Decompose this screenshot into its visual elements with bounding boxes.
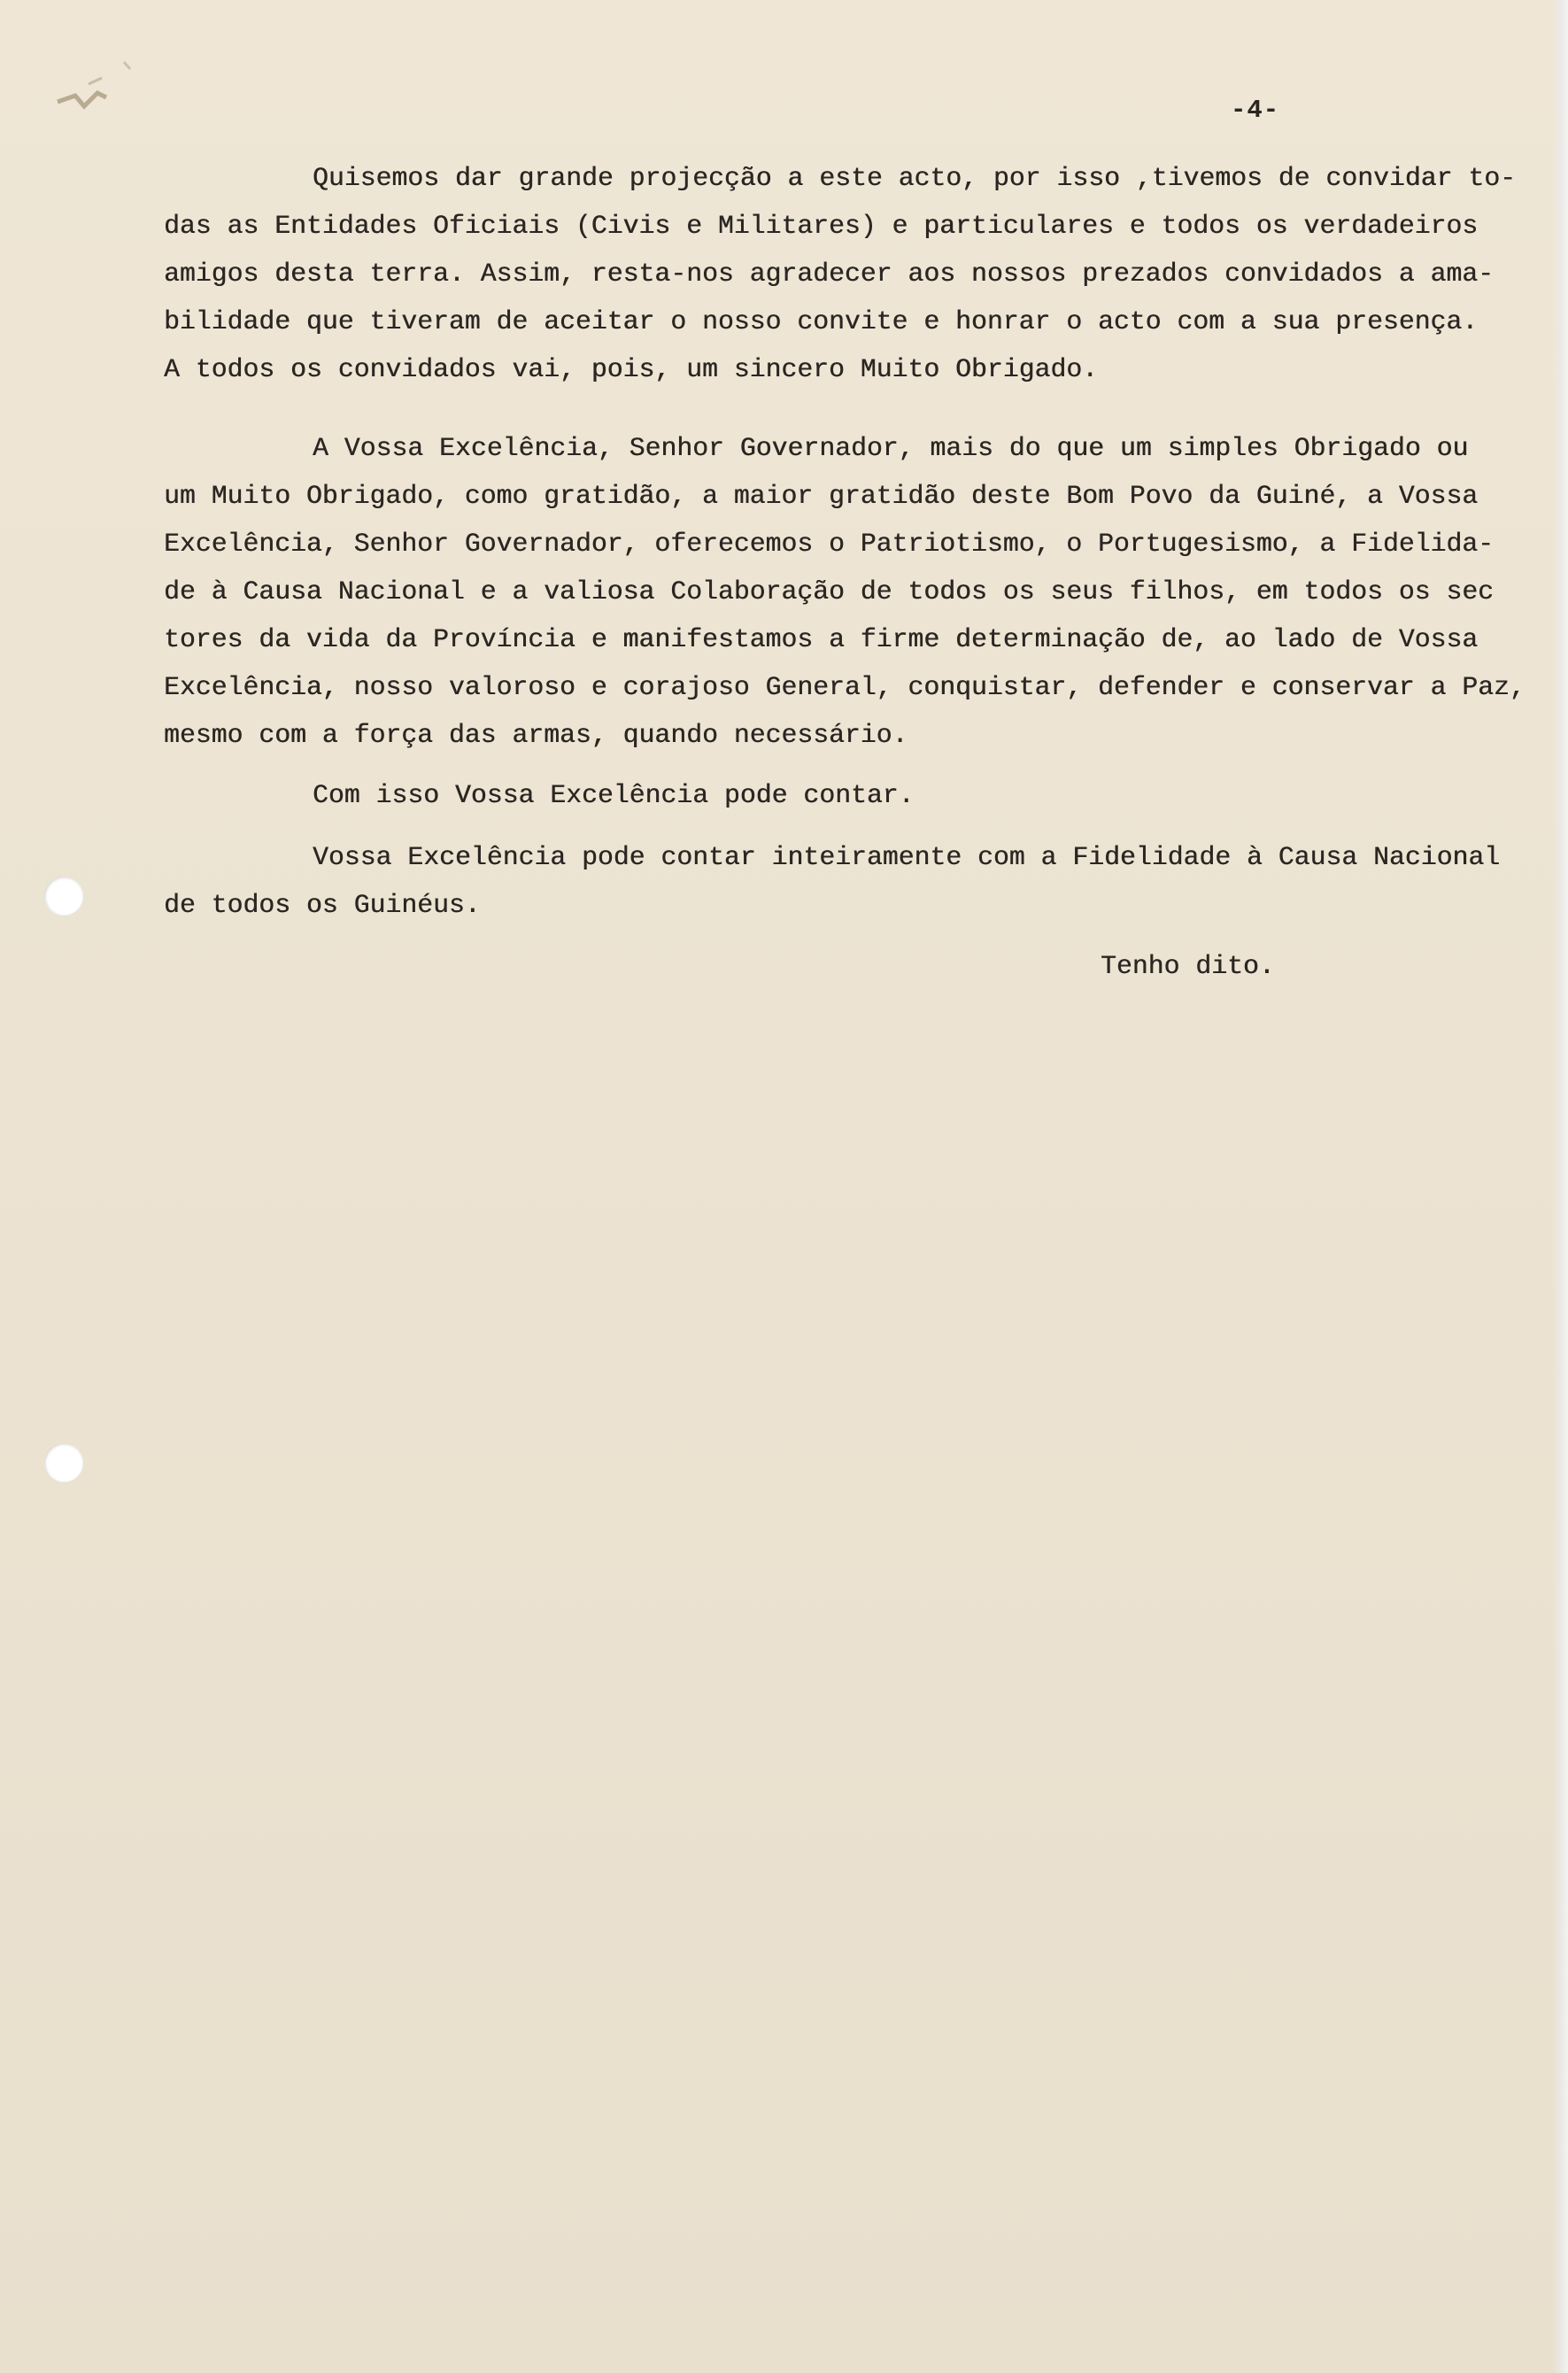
text-line: um Muito Obrigado, como gratidão, a maior gratidão deste Bom Povo da Guiné, a Vossa — [164, 481, 1479, 511]
text-line: A Vossa Excelência, Senhor Governador, mais do que um simples Obrigado ou — [313, 433, 1469, 463]
text-line: amigos desta terra. Assim, resta-nos agradecer aos nossos prezados convidados a ama- — [164, 259, 1495, 289]
text-line: das as Entidades Oficiais (Civis e Militares) e particulares e todos os verdadeiros — [164, 211, 1479, 241]
page-number: -4- — [1231, 96, 1280, 125]
text-line: Vossa Excelência pode contar inteiramente com a Fidelidade à Causa Nacional — [313, 842, 1501, 872]
text-line: de todos os Guinéus. — [164, 890, 481, 920]
punch-hole — [44, 877, 83, 916]
text-line: tores da vida da Província e manifestamos a firme determinação de, ao lado de Vossa — [164, 624, 1479, 654]
text-line: de à Causa Nacional e a valiosa Colaboração de todos os seus filhos, em todos os sec — [164, 576, 1495, 607]
ink-smudge-mark — [49, 53, 155, 133]
page-edge — [1552, 0, 1568, 2373]
closing-signoff: Tenho dito. — [1101, 951, 1275, 981]
text-line: Excelência, nosso valoroso e corajoso General, conquistar, defender e conservar a Paz, — [164, 672, 1526, 702]
text-line: Quisemos dar grande projecção a este acto, por isso ,tivemos de convidar to- — [313, 163, 1516, 193]
text-line: mesmo com a força das armas, quando necessário. — [164, 720, 908, 750]
text-line: bilidade que tiveram de aceitar o nosso convite e honrar o acto com a sua presença. — [164, 306, 1479, 336]
punch-hole — [44, 1443, 83, 1482]
text-line: A todos os convidados vai, pois, um sincero Muito Obrigado. — [164, 354, 1098, 384]
text-line: Excelência, Senhor Governador, oferecemos o Patriotismo, o Portugesismo, a Fidelida- — [164, 529, 1495, 559]
text-line: Com isso Vossa Excelência pode contar. — [313, 780, 915, 810]
